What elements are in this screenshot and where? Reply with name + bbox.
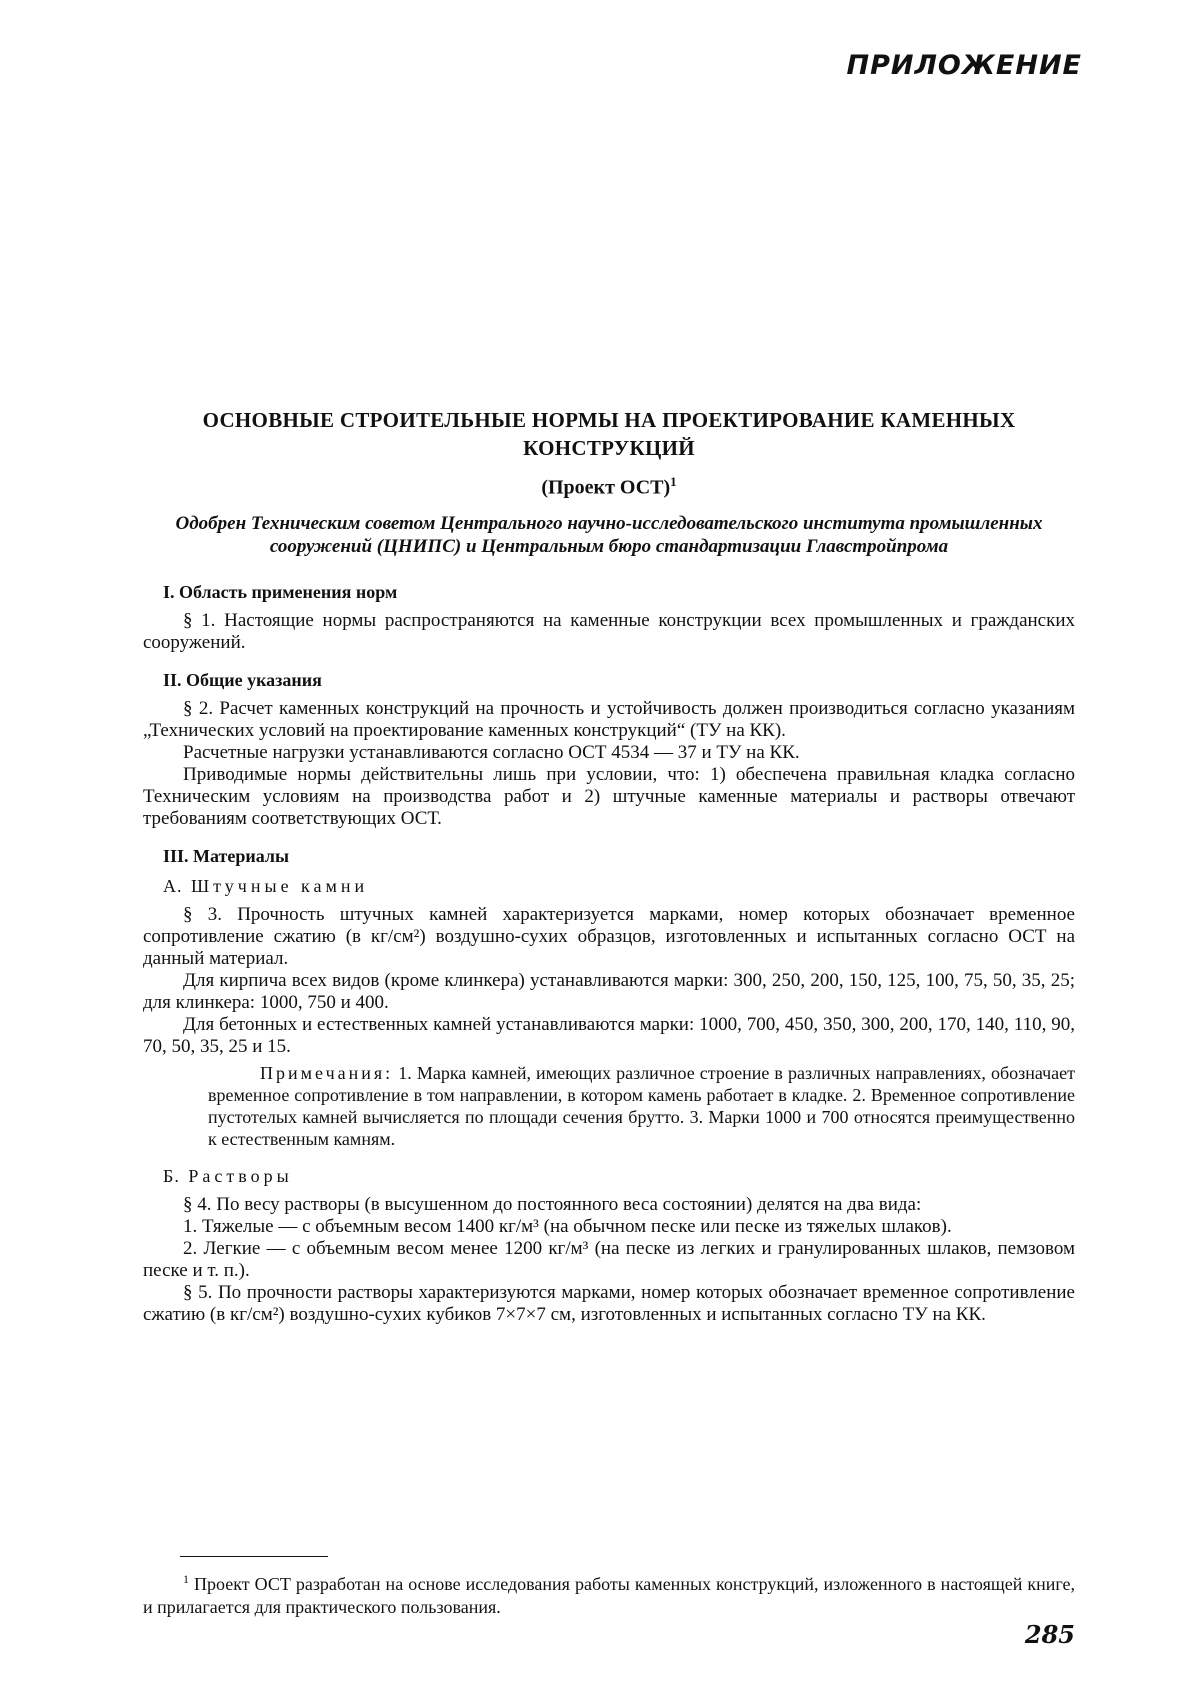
subsection-title: Растворы (188, 1165, 293, 1186)
footnote (143, 1568, 1075, 1619)
subsection-prefix: Б. (163, 1165, 180, 1186)
subsection-heading-mortars (163, 1164, 1075, 1188)
subsection-prefix: А. (163, 875, 183, 896)
page-number: 285 (1024, 1620, 1075, 1649)
section-heading: II. Общие указания (163, 669, 322, 690)
notes (208, 1062, 1075, 1150)
paragraph: Приводимые нормы действительны лишь при условии, что: 1) обеспечена правильная кладка согласно Техническим условиям на производства работ и 2) штучные каменные материалы и растворы отвечают требованиям соответствующих ОСТ. (143, 763, 1075, 829)
paragraph: § 4. По весу растворы (в высушенном до постоянного веса состоянии) делятся на два вида: (183, 1193, 922, 1215)
paragraph: 1. Тяжелые — с объемным весом 1400 кг/м³ (на обычном песке или песке из тяжелых шлаков). (183, 1215, 952, 1237)
section-3 (143, 844, 1075, 1326)
paragraph: Для кирпича всех видов (кроме клинкера) устанавливаются марки: 300, 250, 200, 150, 125, 100, 75, 50, 35, 25; для клинкера: 1000, 750 и 400. (143, 969, 1075, 1013)
running-head: ПРИЛОЖЕНИЕ (846, 50, 1082, 81)
paragraph: § 2. Расчет каменных конструкций на прочность и устойчивость должен производиться согласно указаниям „Технических условий на проектирование каменных конструкций“ (ТУ на КК). (143, 697, 1075, 741)
paragraph: Расчетные нагрузки устанавливаются согласно ОСТ 4534 — 37 и ТУ на КК. (183, 741, 800, 763)
document-subtitle (143, 468, 1075, 502)
notes-text: 1. Марка камней, имеющих различное строение в различных направлениях, обозначает временное сопротивление в том направлении, в котором камень работает в кладке. 2. Временное сопротивление пустотелых камней вычисляется по площади сечения брутто. 3. Марки 1000 и 700 относятся преимущественно к естественным камням. (208, 1062, 1076, 1149)
paragraph: Для бетонных и естественных камней устанавливаются марки: 1000, 700, 450, 350, 300, 200, 170, 140, 110, 90, 70, 50, 35, 25 и 15. (143, 1013, 1075, 1057)
footnote-divider (180, 1556, 328, 1557)
paragraph: § 5. По прочности растворы характеризуются марками, номер которых обозначает временное сопротивление сжатию (в кг/см²) воздушно-сухих кубиков 7×7×7 см, изготовленных и испытанных согласно ТУ на КК. (143, 1281, 1075, 1325)
section-2 (143, 668, 1075, 830)
footnote-mark: 1 (183, 1572, 189, 1586)
main-content (143, 406, 1075, 1340)
subsection-title: Штучные камни (191, 875, 369, 896)
approval-statement: Одобрен Техническим советом Центрального научно-исследовательского института промышленных сооружений (ЦНИПС) и Центральным бюро стандартизации Главстройпрома (175, 512, 1043, 557)
section-heading: III. Материалы (163, 845, 290, 866)
document-title: ОСНОВНЫЕ СТРОИТЕЛЬНЫЕ НОРМЫ НА ПРОЕКТИРОВАНИЕ КАМЕННЫХ КОНСТРУКЦИЙ (202, 408, 1016, 460)
section-heading: I. Область применения норм (163, 581, 398, 602)
footnote-text: Проект ОСТ разработан на основе исследования работы каменных конструкций, изложенного в настоящей книге, и прилагается для практического пользования. (143, 1574, 1075, 1617)
paragraph: 2. Легкие — с объемным весом менее 1200 кг/м³ (на песке из легких и гранулированных шлаков, пемзовом песке и т. п.). (143, 1237, 1075, 1281)
paragraph: § 1. Настоящие нормы распространяются на каменные конструкции всех промышленных и гражданских сооружений. (143, 609, 1075, 653)
paragraph: § 3. Прочность штучных камней характеризуется марками, номер которых обозначает временное сопротивление сжатию (в кг/см²) воздушно-сухих образцов, изготовленных и испытанных согласно ОСТ на данный материал. (143, 903, 1075, 969)
subtitle-text: (Проект ОСТ) (541, 476, 671, 499)
notes-label: Примечания: (260, 1062, 394, 1083)
footnote-reference: 1 (670, 474, 677, 489)
subsection-heading-stones (163, 874, 1075, 898)
section-1 (143, 580, 1075, 654)
